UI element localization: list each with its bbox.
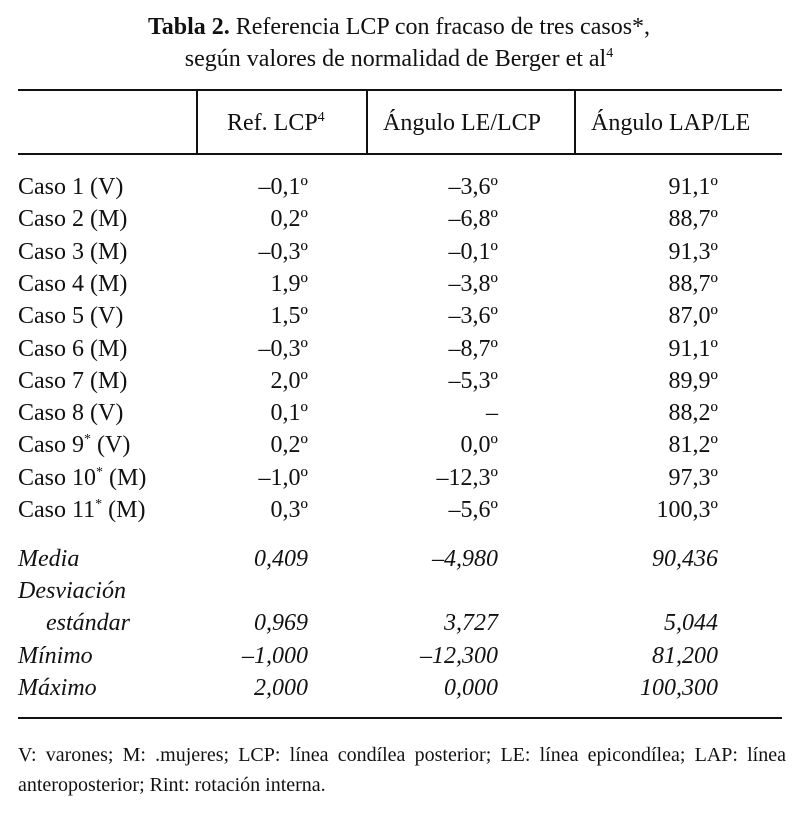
ref-lcp-value: –0,3º	[258, 238, 308, 265]
ref-lcp-value: 0,2º	[270, 206, 308, 233]
table-row	[0, 365, 798, 397]
table-subtitle: según valores de normalidad de Berger et al	[184, 46, 607, 72]
ref-lcp-value: –0,1º	[258, 174, 308, 200]
case-label: Caso 10* (M)	[18, 464, 147, 491]
angulo-lap-le-value: 97,3º	[668, 464, 718, 491]
angulo-lap-le-value: 100,3º	[656, 497, 718, 523]
ref-lcp-value: 1,9º	[270, 270, 308, 297]
case-label: Caso 9* (V)	[18, 432, 131, 459]
ref-lcp-value: 2,0º	[270, 367, 308, 394]
angulo-le-lcp-value: 0,0º	[460, 432, 498, 459]
case-label: Caso 3 (M)	[18, 238, 128, 265]
angulo-le-lcp-value: –6,8º	[448, 206, 498, 233]
angulo-le-lcp-value: –12,3º	[436, 464, 498, 491]
angulo-le-lcp-value: –3,6º	[448, 174, 498, 200]
angulo-le-lcp-value: –0,1º	[448, 238, 498, 265]
angulo-le-lcp-value: –	[486, 400, 498, 427]
table-footnote: V: varones; M: .mujeres; LCP: línea condílea posterior; LE: línea epicondílea; LAP: línea anteroposterior; Rint: rotación interna.	[18, 744, 786, 796]
case-label: Caso 11* (M)	[18, 497, 146, 523]
angulo-lap-le-value: 87,0º	[668, 303, 718, 330]
ref-lcp-value: 0,2º	[270, 432, 308, 459]
angulo-le-lcp-value: –5,6º	[448, 497, 498, 523]
stat-row-minimo: Mínimo –1,000 –12,300 81,200	[18, 643, 718, 669]
ref-lcp-value: 0,1º	[270, 400, 308, 427]
ref-lcp-value: –1,0º	[258, 464, 308, 491]
angulo-lap-le-value: 88,7º	[668, 206, 718, 233]
table-row	[0, 429, 798, 461]
case-label: Caso 2 (M)	[18, 206, 128, 233]
header-angulo-le-lcp: Ángulo LE/LCP	[383, 110, 542, 136]
table-label: Tabla 2.	[147, 14, 230, 40]
angulo-lap-le-value: 88,2º	[668, 400, 718, 427]
table-row	[0, 300, 798, 332]
table-title-line1	[0, 12, 798, 42]
table-title-line2	[0, 44, 798, 74]
table-row	[0, 397, 798, 429]
stat-row-desviacion-label: Desviación	[18, 578, 126, 604]
angulo-lap-le-value: 89,9º	[668, 367, 718, 394]
column-divider	[574, 91, 576, 153]
table-row	[0, 203, 798, 235]
angulo-lap-le-value: 91,1º	[668, 174, 718, 200]
angulo-le-lcp-value: –8,7º	[448, 335, 498, 362]
angulo-le-lcp-value: –5,3º	[448, 367, 498, 394]
table-row	[0, 494, 798, 526]
ref-lcp-value: –0,3º	[258, 335, 308, 362]
table-row	[0, 268, 798, 300]
stat-row-desviacion: estándar 0,969 3,727 5,044	[46, 610, 718, 636]
case-label: Caso 7 (M)	[18, 367, 128, 394]
header-rule	[18, 153, 782, 155]
angulo-lap-le-value: 81,2º	[668, 432, 718, 459]
case-label: Caso 4 (M)	[18, 270, 128, 297]
table-row	[0, 333, 798, 365]
title-reference: 4	[606, 46, 614, 61]
table-row	[0, 462, 798, 494]
column-divider	[196, 91, 198, 153]
angulo-lap-le-value: 91,3º	[668, 238, 718, 265]
stat-row-media: Media 0,409 –4,980 90,436	[18, 546, 718, 572]
header-angulo-lap-le: Ángulo LAP/LE	[591, 110, 751, 136]
table-title-text: Referencia LCP con fracaso de tres casos*,	[235, 14, 651, 40]
column-divider	[366, 91, 368, 153]
case-label: Caso 5 (V)	[18, 303, 124, 330]
case-label: Caso 1 (V)	[18, 174, 124, 200]
stat-row-maximo: Máximo 2,000 0,000 100,300	[18, 675, 718, 701]
angulo-lap-le-value: 88,7º	[668, 270, 718, 297]
angulo-lap-le-value: 91,1º	[668, 335, 718, 362]
table-row	[0, 236, 798, 268]
bottom-rule	[18, 717, 782, 719]
header-ref-lcp: Ref. LCP$^4$	[227, 110, 325, 136]
ref-lcp-value: 1,5º	[270, 303, 308, 330]
case-label: Caso 8 (V)	[18, 400, 124, 427]
angulo-le-lcp-value: –3,8º	[448, 270, 498, 297]
top-rule	[18, 89, 782, 91]
table-row	[0, 171, 798, 203]
angulo-le-lcp-value: –3,6º	[448, 303, 498, 330]
case-label: Caso 6 (M)	[18, 335, 128, 362]
ref-lcp-value: 0,3º	[270, 497, 308, 523]
